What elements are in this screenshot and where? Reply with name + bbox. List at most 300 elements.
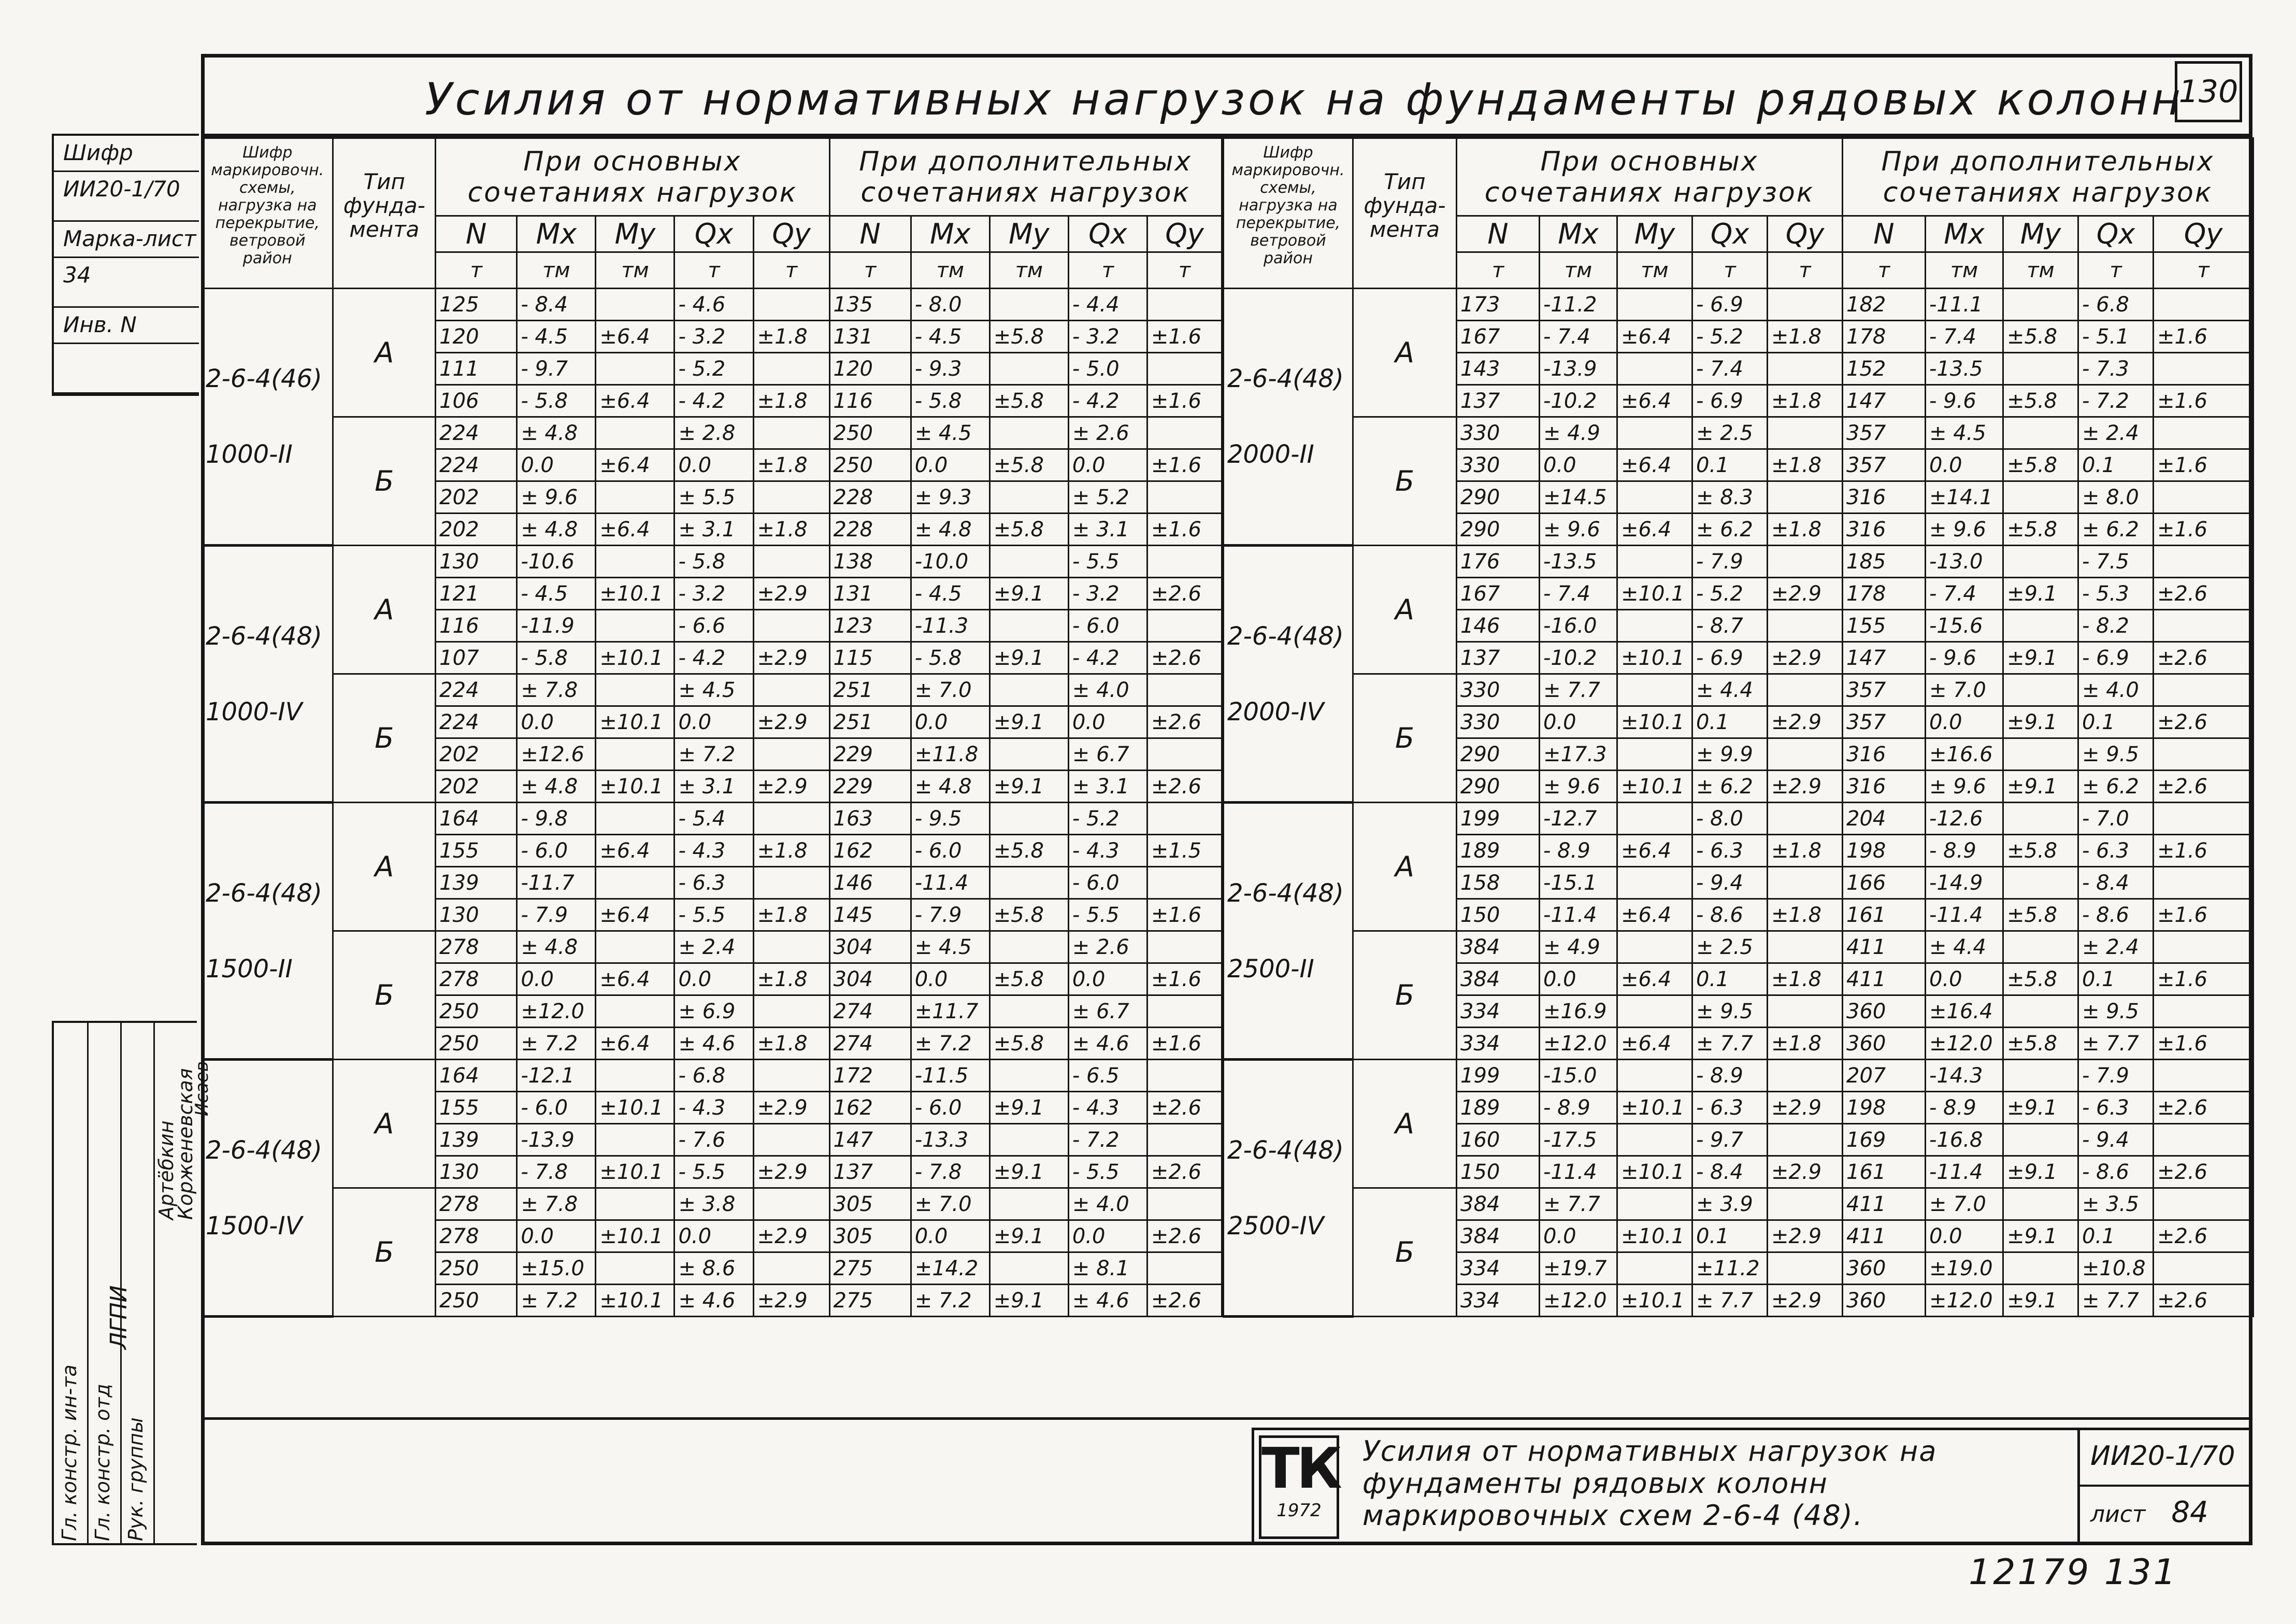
value-cell: - 4.3 bbox=[1068, 1092, 1147, 1124]
value-cell: 0.0 bbox=[911, 449, 989, 481]
value-cell: - 6.6 bbox=[675, 610, 753, 642]
value-cell: ±1.5 bbox=[1147, 835, 1222, 867]
value-cell: ± 7.8 bbox=[517, 1188, 596, 1220]
value-cell: ±5.8 bbox=[2003, 514, 2078, 546]
value-cell bbox=[989, 289, 1068, 321]
value-cell: 290 bbox=[1457, 481, 1540, 514]
value-cell: 290 bbox=[1457, 738, 1540, 771]
value-cell bbox=[989, 674, 1068, 706]
value-cell: ±2.9 bbox=[1768, 578, 1843, 610]
value-cell: 316 bbox=[1843, 481, 1926, 514]
value-cell: ± 7.7 bbox=[1540, 674, 1617, 706]
value-cell: ±15.0 bbox=[517, 1252, 596, 1285]
value-cell: ±9.1 bbox=[989, 642, 1068, 674]
value-cell: 0.0 bbox=[517, 963, 596, 995]
unit-n: т bbox=[1457, 252, 1540, 289]
value-cell: ± 4.4 bbox=[1926, 931, 2003, 963]
value-cell: ± 3.9 bbox=[1692, 1188, 1768, 1220]
value-cell: 278 bbox=[436, 963, 517, 995]
value-cell bbox=[1147, 546, 1222, 578]
value-cell: ±5.8 bbox=[2003, 835, 2078, 867]
value-cell: - 7.9 bbox=[517, 899, 596, 931]
value-cell: 0.0 bbox=[1068, 1220, 1147, 1252]
value-cell: 164 bbox=[436, 1060, 517, 1092]
scheme-load: 1500-IV bbox=[206, 1211, 303, 1241]
code-header: Шифр маркировочн. схемы, нагрузка на перекрытие, ветровой район bbox=[202, 138, 333, 289]
value-cell bbox=[1617, 481, 1692, 514]
value-cell: ± 6.2 bbox=[1692, 771, 1768, 803]
value-cell: ± 8.6 bbox=[675, 1252, 753, 1285]
value-cell: -11.4 bbox=[911, 867, 989, 899]
value-cell: -13.5 bbox=[1540, 546, 1617, 578]
value-cell: - 5.5 bbox=[1068, 546, 1147, 578]
footer-number: 12179 131 bbox=[1969, 1552, 2178, 1593]
value-cell: ±2.9 bbox=[1768, 1285, 1843, 1317]
value-cell: - 9.5 bbox=[911, 803, 989, 835]
table-row bbox=[1224, 1188, 2254, 1220]
value-cell: 198 bbox=[1843, 1092, 1926, 1124]
foundation-type: А bbox=[1353, 546, 1457, 674]
value-cell: -13.9 bbox=[517, 1124, 596, 1156]
value-cell: -15.0 bbox=[1540, 1060, 1617, 1092]
value-cell: ±10.1 bbox=[596, 1220, 675, 1252]
value-cell: ± 9.5 bbox=[1692, 995, 1768, 1028]
value-cell bbox=[1768, 867, 1843, 899]
value-cell: 143 bbox=[1457, 353, 1540, 385]
value-cell bbox=[2003, 1252, 2078, 1285]
scheme-cell bbox=[202, 1060, 333, 1317]
value-cell: 202 bbox=[436, 738, 517, 771]
value-cell bbox=[2003, 1188, 2078, 1220]
value-cell: - 7.2 bbox=[1068, 1124, 1147, 1156]
value-cell: 278 bbox=[436, 1188, 517, 1220]
value-cell: ±17.3 bbox=[1540, 738, 1617, 771]
value-cell: - 8.2 bbox=[2078, 610, 2154, 642]
value-cell bbox=[1147, 289, 1222, 321]
value-cell: ± 3.1 bbox=[1068, 514, 1147, 546]
value-cell: 0.0 bbox=[1540, 963, 1617, 995]
value-cell bbox=[989, 353, 1068, 385]
value-cell: ± 3.1 bbox=[1068, 771, 1147, 803]
value-cell: -13.3 bbox=[911, 1124, 989, 1156]
value-cell: 0.0 bbox=[1926, 1220, 2003, 1252]
value-cell: - 6.0 bbox=[517, 1092, 596, 1124]
value-cell: ± 7.0 bbox=[1926, 1188, 2003, 1220]
shifr-label: Шифр bbox=[54, 136, 199, 172]
value-cell bbox=[2003, 867, 2078, 899]
value-cell bbox=[1617, 1124, 1692, 1156]
value-cell: ±1.8 bbox=[753, 899, 829, 931]
value-cell: ±6.4 bbox=[1617, 835, 1692, 867]
value-cell: ±1.8 bbox=[1768, 321, 1843, 353]
value-cell: 0.1 bbox=[2078, 1220, 2154, 1252]
value-cell: ±6.4 bbox=[596, 899, 675, 931]
value-cell: - 3.2 bbox=[675, 578, 753, 610]
value-cell: -10.6 bbox=[517, 546, 596, 578]
value-cell bbox=[1147, 610, 1222, 642]
value-cell: 411 bbox=[1843, 931, 1926, 963]
value-cell bbox=[2003, 995, 2078, 1028]
value-cell: - 6.3 bbox=[2078, 835, 2154, 867]
value-cell: ± 6.2 bbox=[1692, 514, 1768, 546]
value-cell: - 4.2 bbox=[1068, 385, 1147, 417]
value-cell: ±5.8 bbox=[989, 514, 1068, 546]
value-cell: 158 bbox=[1457, 867, 1540, 899]
value-cell bbox=[753, 995, 829, 1028]
value-cell: ± 4.0 bbox=[1068, 1188, 1147, 1220]
table-row bbox=[1224, 803, 2254, 835]
value-cell: ±2.6 bbox=[1147, 1220, 1222, 1252]
value-cell bbox=[1768, 546, 1843, 578]
value-cell: - 8.0 bbox=[911, 289, 989, 321]
value-cell: - 6.5 bbox=[1068, 1060, 1147, 1092]
value-cell: 178 bbox=[1843, 321, 1926, 353]
value-cell: 138 bbox=[829, 546, 911, 578]
scheme-code: 2-6-4(48) bbox=[1227, 1135, 1344, 1165]
value-cell: ±9.1 bbox=[2003, 642, 2078, 674]
value-cell: ±9.1 bbox=[989, 706, 1068, 738]
value-cell: 115 bbox=[829, 642, 911, 674]
value-cell bbox=[596, 417, 675, 449]
value-cell bbox=[1768, 803, 1843, 835]
table-body-right bbox=[1224, 289, 2254, 1317]
value-cell: ± 3.5 bbox=[2078, 1188, 2154, 1220]
value-cell: ± 6.9 bbox=[675, 995, 753, 1028]
value-cell: ± 9.5 bbox=[2078, 995, 2154, 1028]
value-cell: 0.0 bbox=[911, 963, 989, 995]
value-cell: ± 9.9 bbox=[1692, 738, 1768, 771]
sym-qy: Qy bbox=[1768, 216, 1843, 252]
value-cell: 137 bbox=[829, 1156, 911, 1188]
value-cell: 135 bbox=[829, 289, 911, 321]
value-cell: ± 7.2 bbox=[517, 1285, 596, 1317]
value-cell: 0.1 bbox=[2078, 706, 2154, 738]
scheme-load: 1000-II bbox=[206, 440, 293, 469]
value-cell bbox=[596, 353, 675, 385]
sym-mx: Mx bbox=[517, 216, 596, 252]
value-cell bbox=[1617, 803, 1692, 835]
value-cell: - 7.4 bbox=[1540, 321, 1617, 353]
value-cell: 330 bbox=[1457, 674, 1540, 706]
value-cell: ±12.6 bbox=[517, 738, 596, 771]
foundation-type: А bbox=[1353, 803, 1457, 931]
value-cell: ±2.6 bbox=[1147, 642, 1222, 674]
scheme-load: 2500-IV bbox=[1227, 1211, 1324, 1241]
value-cell: 250 bbox=[436, 995, 517, 1028]
value-cell: 150 bbox=[1457, 899, 1540, 931]
value-cell: ± 7.7 bbox=[2078, 1285, 2154, 1317]
value-cell: ±6.4 bbox=[596, 514, 675, 546]
value-cell: 145 bbox=[829, 899, 911, 931]
table-row bbox=[202, 1188, 1222, 1220]
value-cell: 160 bbox=[1457, 1124, 1540, 1156]
value-cell bbox=[753, 353, 829, 385]
sign-role-1: Гл. констр. ин-та bbox=[58, 1364, 81, 1541]
scheme-load: 2500-II bbox=[1227, 954, 1314, 984]
value-cell: 185 bbox=[1843, 546, 1926, 578]
value-cell: 146 bbox=[829, 867, 911, 899]
value-cell: 189 bbox=[1457, 835, 1540, 867]
value-cell: ±10.1 bbox=[596, 1156, 675, 1188]
value-cell: ±10.1 bbox=[596, 642, 675, 674]
value-cell: -14.9 bbox=[1926, 867, 2003, 899]
value-cell: ±9.1 bbox=[2003, 771, 2078, 803]
value-cell bbox=[2003, 931, 2078, 963]
value-cell: 0.0 bbox=[675, 706, 753, 738]
corner-page-number: 130 bbox=[2175, 61, 2242, 122]
foundation-type: Б bbox=[1353, 1188, 1457, 1317]
value-cell bbox=[1147, 481, 1222, 514]
sheet-value: 84 bbox=[2171, 1495, 2208, 1529]
sym-n: N bbox=[1457, 216, 1540, 252]
value-cell bbox=[753, 1124, 829, 1156]
bottom-rule bbox=[201, 1417, 2252, 1420]
value-cell bbox=[1147, 417, 1222, 449]
foundation-type: Б bbox=[1353, 674, 1457, 803]
value-cell: 0.0 bbox=[1926, 706, 2003, 738]
value-cell: 305 bbox=[829, 1188, 911, 1220]
value-cell bbox=[596, 738, 675, 771]
sym-qx: Qx bbox=[1692, 216, 1768, 252]
value-cell bbox=[989, 610, 1068, 642]
value-cell: 411 bbox=[1843, 1188, 1926, 1220]
value-cell: ± 4.5 bbox=[675, 674, 753, 706]
value-cell: 202 bbox=[436, 481, 517, 514]
value-cell bbox=[1147, 1060, 1222, 1092]
value-cell: - 4.5 bbox=[517, 321, 596, 353]
value-cell: ±12.0 bbox=[1540, 1028, 1617, 1060]
value-cell bbox=[2154, 546, 2254, 578]
value-cell: ± 9.6 bbox=[1926, 771, 2003, 803]
value-cell: - 4.3 bbox=[675, 835, 753, 867]
value-cell: ±9.1 bbox=[989, 1285, 1068, 1317]
value-cell: ± 7.0 bbox=[911, 674, 989, 706]
value-cell bbox=[2154, 1188, 2254, 1220]
value-cell bbox=[753, 289, 829, 321]
value-cell: ± 7.0 bbox=[911, 1188, 989, 1220]
table-row bbox=[1224, 674, 2254, 706]
value-cell: 111 bbox=[436, 353, 517, 385]
value-cell: - 5.5 bbox=[1068, 1156, 1147, 1188]
value-cell: ± 4.9 bbox=[1540, 931, 1617, 963]
value-cell: - 8.9 bbox=[1540, 835, 1617, 867]
value-cell bbox=[2154, 1060, 2254, 1092]
value-cell bbox=[596, 289, 675, 321]
value-cell: ±5.8 bbox=[2003, 963, 2078, 995]
value-cell: ±2.6 bbox=[2154, 642, 2254, 674]
value-cell: ±2.6 bbox=[1147, 1092, 1222, 1124]
value-cell: ± 7.8 bbox=[517, 674, 596, 706]
value-cell: ± 9.6 bbox=[1926, 514, 2003, 546]
value-cell: ± 4.4 bbox=[1692, 674, 1768, 706]
scheme-cell bbox=[1224, 546, 1353, 803]
value-cell: ± 2.8 bbox=[675, 417, 753, 449]
table-row bbox=[1224, 931, 2254, 963]
value-cell: 334 bbox=[1457, 1028, 1540, 1060]
value-cell bbox=[596, 610, 675, 642]
value-cell: ± 6.2 bbox=[2078, 771, 2154, 803]
value-cell: - 7.6 bbox=[675, 1124, 753, 1156]
scheme-code: 2-6-4(46) bbox=[206, 364, 322, 393]
value-cell: 167 bbox=[1457, 578, 1540, 610]
value-cell: 250 bbox=[829, 449, 911, 481]
value-cell bbox=[989, 1252, 1068, 1285]
value-cell: 274 bbox=[829, 1028, 911, 1060]
value-cell: 147 bbox=[829, 1124, 911, 1156]
sym-mx: Mx bbox=[1926, 216, 2003, 252]
value-cell: -11.7 bbox=[517, 867, 596, 899]
value-cell: - 5.8 bbox=[675, 546, 753, 578]
value-cell: ±10.1 bbox=[596, 1285, 675, 1317]
scheme-code: 2-6-4(48) bbox=[1227, 621, 1344, 651]
value-cell: -11.4 bbox=[1540, 899, 1617, 931]
value-cell: ±6.4 bbox=[1617, 514, 1692, 546]
value-cell: ± 7.7 bbox=[2078, 1028, 2154, 1060]
value-cell bbox=[753, 931, 829, 963]
value-cell: ±9.1 bbox=[989, 1156, 1068, 1188]
value-cell: - 5.8 bbox=[911, 385, 989, 417]
value-cell: - 9.8 bbox=[517, 803, 596, 835]
value-cell: ±9.1 bbox=[2003, 1220, 2078, 1252]
tk-mark bbox=[1259, 1435, 1339, 1539]
unit-my: тм bbox=[1617, 252, 1692, 289]
value-cell bbox=[1617, 995, 1692, 1028]
value-cell: ±2.9 bbox=[1768, 1220, 1843, 1252]
value-cell: ±5.8 bbox=[2003, 449, 2078, 481]
value-cell: - 9.6 bbox=[1926, 385, 2003, 417]
value-cell bbox=[2003, 353, 2078, 385]
value-cell: 130 bbox=[436, 546, 517, 578]
value-cell bbox=[1617, 1188, 1692, 1220]
value-cell: ±2.9 bbox=[1768, 1092, 1843, 1124]
value-cell: 155 bbox=[436, 1092, 517, 1124]
foundation-type: А bbox=[333, 546, 436, 674]
value-cell: 305 bbox=[829, 1220, 911, 1252]
value-cell: ±1.8 bbox=[753, 963, 829, 995]
value-cell bbox=[753, 481, 829, 514]
value-cell: -10.2 bbox=[1540, 385, 1617, 417]
value-cell: - 8.6 bbox=[1692, 899, 1768, 931]
value-cell bbox=[1617, 289, 1692, 321]
unit-qy: т bbox=[2154, 252, 2254, 289]
value-cell: 116 bbox=[436, 610, 517, 642]
value-cell: - 5.1 bbox=[2078, 321, 2154, 353]
value-cell: 334 bbox=[1457, 995, 1540, 1028]
value-cell: - 6.9 bbox=[1692, 642, 1768, 674]
value-cell: ±1.6 bbox=[2154, 899, 2254, 931]
value-cell: 120 bbox=[829, 353, 911, 385]
value-cell: ±19.7 bbox=[1540, 1252, 1617, 1285]
value-cell: 199 bbox=[1457, 803, 1540, 835]
value-cell: 274 bbox=[829, 995, 911, 1028]
value-cell: ±11.2 bbox=[1692, 1252, 1768, 1285]
unit-qy: т bbox=[753, 252, 829, 289]
value-cell: ±1.6 bbox=[2154, 385, 2254, 417]
value-cell: ± 4.5 bbox=[911, 417, 989, 449]
value-cell: 0.0 bbox=[1540, 449, 1617, 481]
unit-mx: тм bbox=[1540, 252, 1617, 289]
table-row bbox=[1224, 1060, 2254, 1092]
value-cell: - 5.0 bbox=[1068, 353, 1147, 385]
unit-qx: т bbox=[1068, 252, 1147, 289]
value-cell: 330 bbox=[1457, 417, 1540, 449]
value-cell: ± 4.8 bbox=[911, 771, 989, 803]
value-cell: ± 9.6 bbox=[1540, 514, 1617, 546]
value-cell bbox=[596, 995, 675, 1028]
scheme-cell bbox=[1224, 1060, 1353, 1317]
value-cell: ±2.9 bbox=[753, 771, 829, 803]
value-cell bbox=[753, 1188, 829, 1220]
value-cell: - 8.4 bbox=[1692, 1156, 1768, 1188]
value-cell: 162 bbox=[829, 1092, 911, 1124]
value-cell: - 4.5 bbox=[517, 578, 596, 610]
forces-table-right bbox=[1223, 137, 2254, 1318]
value-cell bbox=[753, 417, 829, 449]
value-cell bbox=[989, 995, 1068, 1028]
value-cell: ±1.8 bbox=[1768, 899, 1843, 931]
value-cell: - 8.0 bbox=[1692, 803, 1768, 835]
value-cell: 290 bbox=[1457, 514, 1540, 546]
value-cell bbox=[753, 1252, 829, 1285]
value-cell bbox=[753, 610, 829, 642]
value-cell: - 4.3 bbox=[675, 1092, 753, 1124]
value-cell: 290 bbox=[1457, 771, 1540, 803]
value-cell: 120 bbox=[436, 321, 517, 353]
value-cell bbox=[1617, 1060, 1692, 1092]
value-cell: 304 bbox=[829, 931, 911, 963]
value-cell: ± 5.5 bbox=[675, 481, 753, 514]
value-cell bbox=[596, 931, 675, 963]
value-cell: 176 bbox=[1457, 546, 1540, 578]
value-cell bbox=[1617, 931, 1692, 963]
shifr-value: ИИ20-1/70 bbox=[54, 172, 199, 222]
value-cell: -12.7 bbox=[1540, 803, 1617, 835]
value-cell: -11.4 bbox=[1926, 899, 2003, 931]
value-cell: - 6.8 bbox=[675, 1060, 753, 1092]
value-cell: ±2.9 bbox=[753, 642, 829, 674]
value-cell: ±2.6 bbox=[1147, 706, 1222, 738]
value-cell: - 7.5 bbox=[2078, 546, 2154, 578]
value-cell: 229 bbox=[829, 771, 911, 803]
value-cell: ±5.8 bbox=[2003, 321, 2078, 353]
value-cell: ± 4.0 bbox=[2078, 674, 2154, 706]
value-cell: ±9.1 bbox=[989, 1220, 1068, 1252]
value-cell: ±1.8 bbox=[753, 449, 829, 481]
value-cell: - 5.2 bbox=[675, 353, 753, 385]
value-cell: 161 bbox=[1843, 1156, 1926, 1188]
sheet-label: лист bbox=[2090, 1501, 2146, 1528]
scheme-cell bbox=[202, 289, 333, 546]
value-cell: - 6.9 bbox=[1692, 289, 1768, 321]
value-cell: ±9.1 bbox=[2003, 1092, 2078, 1124]
value-cell: 330 bbox=[1457, 449, 1540, 481]
code-header: Шифр маркировочн. схемы, нагрузка на перекрытие, ветровой район bbox=[1224, 138, 1353, 289]
value-cell: ±14.2 bbox=[911, 1252, 989, 1285]
value-cell bbox=[1768, 674, 1843, 706]
value-cell: - 5.8 bbox=[517, 385, 596, 417]
value-cell bbox=[989, 1188, 1068, 1220]
value-cell: ±11.7 bbox=[911, 995, 989, 1028]
value-cell: ±1.6 bbox=[1147, 385, 1222, 417]
value-cell: 204 bbox=[1843, 803, 1926, 835]
value-cell: - 4.3 bbox=[1068, 835, 1147, 867]
value-cell: ± 7.0 bbox=[1926, 674, 2003, 706]
value-cell: ±1.6 bbox=[1147, 449, 1222, 481]
value-cell: 146 bbox=[1457, 610, 1540, 642]
value-cell: ±16.4 bbox=[1926, 995, 2003, 1028]
unit-my: тм bbox=[596, 252, 675, 289]
value-cell bbox=[989, 867, 1068, 899]
